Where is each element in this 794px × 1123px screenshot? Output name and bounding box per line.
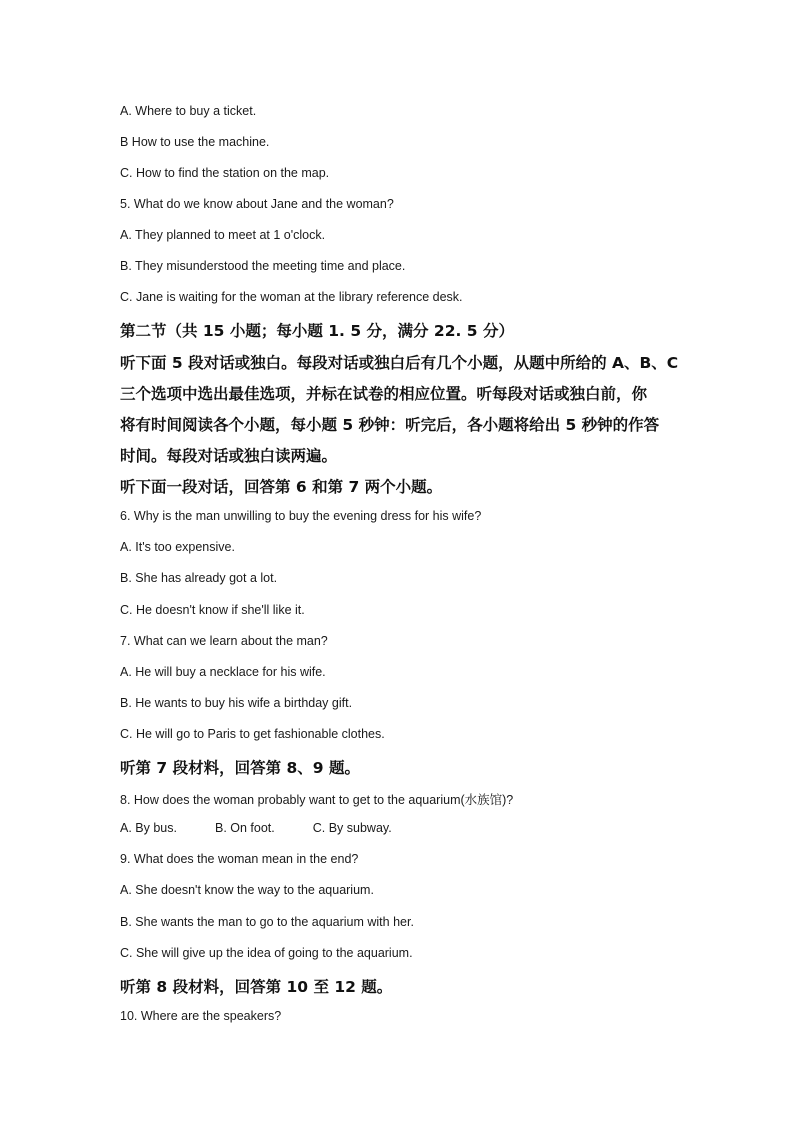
- q9-option-a: A. She doesn't know the way to the aquarium.: [120, 883, 374, 897]
- question-7: 7. What can we learn about the man?: [120, 634, 328, 648]
- q8-option-a: A. By bus.: [120, 821, 177, 835]
- instructions-line-1: 听下面 5 段对话或独白。每段对话或独白后有几个小题，从题中所给的 A、B、C: [120, 354, 679, 372]
- q6-option-a: A. It's too expensive.: [120, 540, 235, 554]
- q8-options: [120, 821, 392, 835]
- q4-option-b: B How to use the machine.: [120, 135, 270, 149]
- q8-option-b: B. On foot.: [214, 821, 275, 835]
- segment-7-intro: 听第 7 段材料，回答第 8、9 题。: [120, 759, 360, 777]
- segment-6-intro: 听下面一段对话，回答第 6 和第 7 两个小题。: [120, 478, 443, 496]
- question-6: 6. Why is the man unwilling to buy the evening dress for his wife?: [120, 509, 482, 523]
- question-9: 9. What does the woman mean in the end?: [120, 852, 359, 866]
- section-2-title: 第二节（共 15 小题；每小题 1. 5 分，满分 22. 5 分）: [120, 322, 514, 340]
- q5-option-a: A. They planned to meet at 1 o'clock.: [120, 228, 326, 242]
- instructions-line-3: 将有时间阅读各个小题，每小题 5 秒钟：听完后，各小题将给出 5 秒钟的作答: [120, 416, 660, 434]
- segment-8-intro: 听第 8 段材料，回答第 10 至 12 题。: [120, 978, 393, 996]
- q9-option-c: C. She will give up the idea of going to the aquarium.: [120, 946, 413, 960]
- q4-option-c: C. How to find the station on the map.: [120, 166, 330, 180]
- q4-option-a: A. Where to buy a ticket.: [120, 104, 257, 118]
- q5-option-b: B. They misunderstood the meeting time and place.: [120, 259, 406, 273]
- q7-option-b: B. He wants to buy his wife a birthday gift.: [120, 696, 353, 710]
- q5-option-c: C. Jane is waiting for the woman at the library reference desk.: [120, 290, 463, 304]
- question-8: 8. How does the woman probably want to get to the aquarium(水族馆)?: [120, 793, 514, 807]
- instructions-line-4: 时间。每段对话或独白读两遍。: [120, 447, 338, 465]
- instructions-line-2: 三个选项中选出最佳选项，并标在试卷的相应位置。听每段对话或独白前，你: [120, 385, 648, 403]
- q7-option-c: C. He will go to Paris to get fashionable clothes.: [120, 727, 385, 741]
- q6-option-b: B. She has already got a lot.: [120, 571, 278, 585]
- question-10: 10. Where are the speakers?: [120, 1009, 282, 1023]
- question-5: 5. What do we know about Jane and the woman?: [120, 197, 394, 211]
- q7-option-a: A. He will buy a necklace for his wife.: [120, 665, 326, 679]
- q9-option-b: B. She wants the man to go to the aquarium with her.: [120, 915, 414, 929]
- q8-option-c: C. By subway.: [312, 821, 392, 835]
- q6-option-c: C. He doesn't know if she'll like it.: [120, 603, 305, 617]
